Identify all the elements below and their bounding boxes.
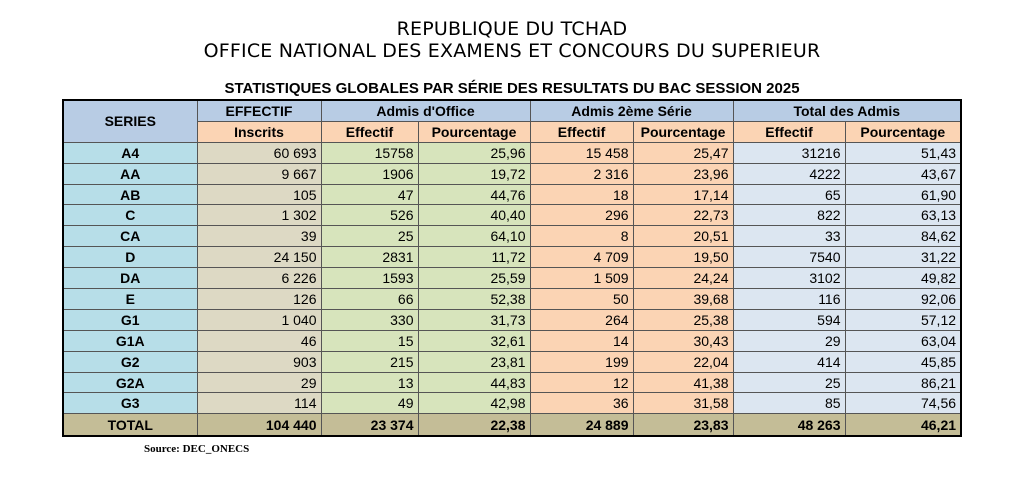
cell-serie: A4 — [63, 142, 197, 163]
cell-total-effectif: 822 — [733, 205, 845, 226]
table-row — [63, 163, 961, 184]
table-row — [63, 372, 961, 393]
table-body — [63, 142, 961, 436]
cell-total-pourcentage: 31,22 — [845, 247, 961, 268]
cell-total-effectif: 3102 — [733, 268, 845, 289]
cell-2eme-effectif: 296 — [530, 205, 633, 226]
cell-2eme-effectif: 14 — [530, 330, 633, 351]
cell-2eme-effectif: 36 — [530, 393, 633, 414]
cell-office-effectif: 330 — [321, 309, 418, 330]
cell-total-pourcentage: 51,43 — [845, 142, 961, 163]
cell-2eme-pourcentage: 22,73 — [633, 205, 733, 226]
cell-office-effectif: 2831 — [321, 247, 418, 268]
table-row — [63, 330, 961, 351]
cell-total-pourcentage: 74,56 — [845, 393, 961, 414]
col-header-inscrits: Inscrits — [197, 121, 321, 142]
cell-total-effectif: 25 — [733, 372, 845, 393]
cell-total-pourcentage: 57,12 — [845, 309, 961, 330]
cell-serie: C — [63, 205, 197, 226]
cell-office-pourcentage: 11,72 — [418, 247, 530, 268]
cell-2eme-effectif: 1 509 — [530, 268, 633, 289]
cell-total-pourcentage: 84,62 — [845, 226, 961, 247]
cell-inscrits: 29 — [197, 372, 321, 393]
cell-total-effectif: 594 — [733, 309, 845, 330]
cell-inscrits: 39 — [197, 226, 321, 247]
cell-inscrits: 1 302 — [197, 205, 321, 226]
cell-serie: E — [63, 289, 197, 310]
cell-serie: G2 — [63, 351, 197, 372]
cell-office-effectif: 66 — [321, 289, 418, 310]
cell-serie: AB — [63, 184, 197, 205]
cell-inscrits: 24 150 — [197, 247, 321, 268]
cell-2eme-pourcentage: 25,47 — [633, 142, 733, 163]
header-row-groups — [63, 100, 961, 121]
cell-2eme-pourcentage: 23,83 — [633, 414, 733, 437]
cell-inscrits: 60 693 — [197, 142, 321, 163]
cell-inscrits: 1 040 — [197, 309, 321, 330]
table-row — [63, 393, 961, 414]
cell-total-effectif: 4222 — [733, 163, 845, 184]
col-header-total-pourcentage: Pourcentage — [845, 121, 961, 142]
cell-office-effectif: 215 — [321, 351, 418, 372]
cell-2eme-effectif: 24 889 — [530, 414, 633, 437]
header-office: OFFICE NATIONAL DES EXAMENS ET CONCOURS DU SUPERIEUR — [203, 40, 821, 62]
cell-total-effectif: 116 — [733, 289, 845, 310]
cell-office-effectif: 526 — [321, 205, 418, 226]
table-row — [63, 226, 961, 247]
cell-office-pourcentage: 40,40 — [418, 205, 530, 226]
table-row — [63, 142, 961, 163]
cell-2eme-effectif: 199 — [530, 351, 633, 372]
results-table — [62, 99, 962, 437]
cell-office-pourcentage: 25,96 — [418, 142, 530, 163]
total-row — [63, 414, 961, 437]
cell-2eme-effectif: 12 — [530, 372, 633, 393]
table-row — [63, 309, 961, 330]
cell-inscrits: 126 — [197, 289, 321, 310]
table-row — [63, 205, 961, 226]
cell-office-pourcentage: 31,73 — [418, 309, 530, 330]
cell-2eme-effectif: 18 — [530, 184, 633, 205]
cell-office-effectif: 15 — [321, 330, 418, 351]
cell-office-pourcentage: 25,59 — [418, 268, 530, 289]
cell-2eme-pourcentage: 25,38 — [633, 309, 733, 330]
col-header-2eme-effectif: Effectif — [530, 121, 633, 142]
col-group-admis-office: Admis d'Office — [321, 100, 530, 121]
table-row — [63, 247, 961, 268]
cell-office-pourcentage: 19,72 — [418, 163, 530, 184]
cell-office-effectif: 13 — [321, 372, 418, 393]
cell-office-pourcentage: 23,81 — [418, 351, 530, 372]
cell-total-pourcentage: 86,21 — [845, 372, 961, 393]
cell-2eme-effectif: 15 458 — [530, 142, 633, 163]
cell-total-pourcentage: 61,90 — [845, 184, 961, 205]
cell-total-effectif: 65 — [733, 184, 845, 205]
cell-total-pourcentage: 43,67 — [845, 163, 961, 184]
cell-serie: G2A — [63, 372, 197, 393]
cell-total-pourcentage: 45,85 — [845, 351, 961, 372]
cell-total-pourcentage: 49,82 — [845, 268, 961, 289]
cell-serie: G3 — [63, 393, 197, 414]
cell-serie: DA — [63, 268, 197, 289]
cell-inscrits: 903 — [197, 351, 321, 372]
cell-2eme-pourcentage: 24,24 — [633, 268, 733, 289]
cell-office-pourcentage: 64,10 — [418, 226, 530, 247]
col-header-series: SERIES — [63, 100, 197, 142]
cell-total-effectif: 33 — [733, 226, 845, 247]
header-row-sub — [63, 121, 961, 142]
cell-2eme-effectif: 264 — [530, 309, 633, 330]
cell-2eme-effectif: 50 — [530, 289, 633, 310]
cell-office-pourcentage: 42,98 — [418, 393, 530, 414]
cell-2eme-effectif: 2 316 — [530, 163, 633, 184]
cell-serie: G1 — [63, 309, 197, 330]
cell-total-pourcentage: 46,21 — [845, 414, 961, 437]
cell-inscrits: 105 — [197, 184, 321, 205]
cell-inscrits: 9 667 — [197, 163, 321, 184]
cell-serie: D — [63, 247, 197, 268]
cell-total-pourcentage: 63,13 — [845, 205, 961, 226]
cell-total-pourcentage: 63,04 — [845, 330, 961, 351]
cell-2eme-pourcentage: 31,58 — [633, 393, 733, 414]
cell-total-effectif: 48 263 — [733, 414, 845, 437]
table-row — [63, 268, 961, 289]
table-title: STATISTIQUES GLOBALES PAR SÉRIE DES RESULTATS DU BAC SESSION 2025 — [224, 80, 800, 97]
cell-office-pourcentage: 52,38 — [418, 289, 530, 310]
cell-office-effectif: 25 — [321, 226, 418, 247]
cell-inscrits: 114 — [197, 393, 321, 414]
cell-2eme-pourcentage: 19,50 — [633, 247, 733, 268]
cell-2eme-effectif: 8 — [530, 226, 633, 247]
col-group-effectif: EFFECTIF — [197, 100, 321, 121]
cell-2eme-pourcentage: 39,68 — [633, 289, 733, 310]
col-group-total-admis: Total des Admis — [733, 100, 961, 121]
cell-office-effectif: 1593 — [321, 268, 418, 289]
cell-2eme-pourcentage: 23,96 — [633, 163, 733, 184]
col-header-total-effectif: Effectif — [733, 121, 845, 142]
table-row — [63, 184, 961, 205]
table-row — [63, 351, 961, 372]
cell-serie: CA — [63, 226, 197, 247]
cell-office-effectif: 15758 — [321, 142, 418, 163]
cell-total-effectif: 414 — [733, 351, 845, 372]
cell-2eme-pourcentage: 17,14 — [633, 184, 733, 205]
cell-inscrits: 104 440 — [197, 414, 321, 437]
col-header-office-effectif: Effectif — [321, 121, 418, 142]
source-note: Source: DEC_ONECS — [144, 443, 250, 455]
col-header-office-pourcentage: Pourcentage — [418, 121, 530, 142]
cell-total-effectif: 7540 — [733, 247, 845, 268]
cell-total-effectif: 31216 — [733, 142, 845, 163]
cell-2eme-pourcentage: 20,51 — [633, 226, 733, 247]
cell-2eme-pourcentage: 41,38 — [633, 372, 733, 393]
table-row — [63, 289, 961, 310]
cell-office-effectif: 49 — [321, 393, 418, 414]
cell-serie: AA — [63, 163, 197, 184]
cell-office-pourcentage: 32,61 — [418, 330, 530, 351]
cell-serie: G1A — [63, 330, 197, 351]
cell-office-effectif: 1906 — [321, 163, 418, 184]
header-republic: REPUBLIQUE DU TCHAD — [396, 18, 628, 40]
cell-office-pourcentage: 22,38 — [418, 414, 530, 437]
cell-serie: TOTAL — [63, 414, 197, 437]
cell-inscrits: 46 — [197, 330, 321, 351]
col-header-2eme-pourcentage: Pourcentage — [633, 121, 733, 142]
cell-2eme-pourcentage: 22,04 — [633, 351, 733, 372]
cell-2eme-pourcentage: 30,43 — [633, 330, 733, 351]
cell-office-effectif: 23 374 — [321, 414, 418, 437]
cell-2eme-effectif: 4 709 — [530, 247, 633, 268]
cell-inscrits: 6 226 — [197, 268, 321, 289]
col-group-admis-2eme: Admis 2ème Série — [530, 100, 733, 121]
cell-office-effectif: 47 — [321, 184, 418, 205]
cell-total-pourcentage: 92,06 — [845, 289, 961, 310]
cell-total-effectif: 29 — [733, 330, 845, 351]
cell-office-pourcentage: 44,83 — [418, 372, 530, 393]
cell-office-pourcentage: 44,76 — [418, 184, 530, 205]
cell-total-effectif: 85 — [733, 393, 845, 414]
